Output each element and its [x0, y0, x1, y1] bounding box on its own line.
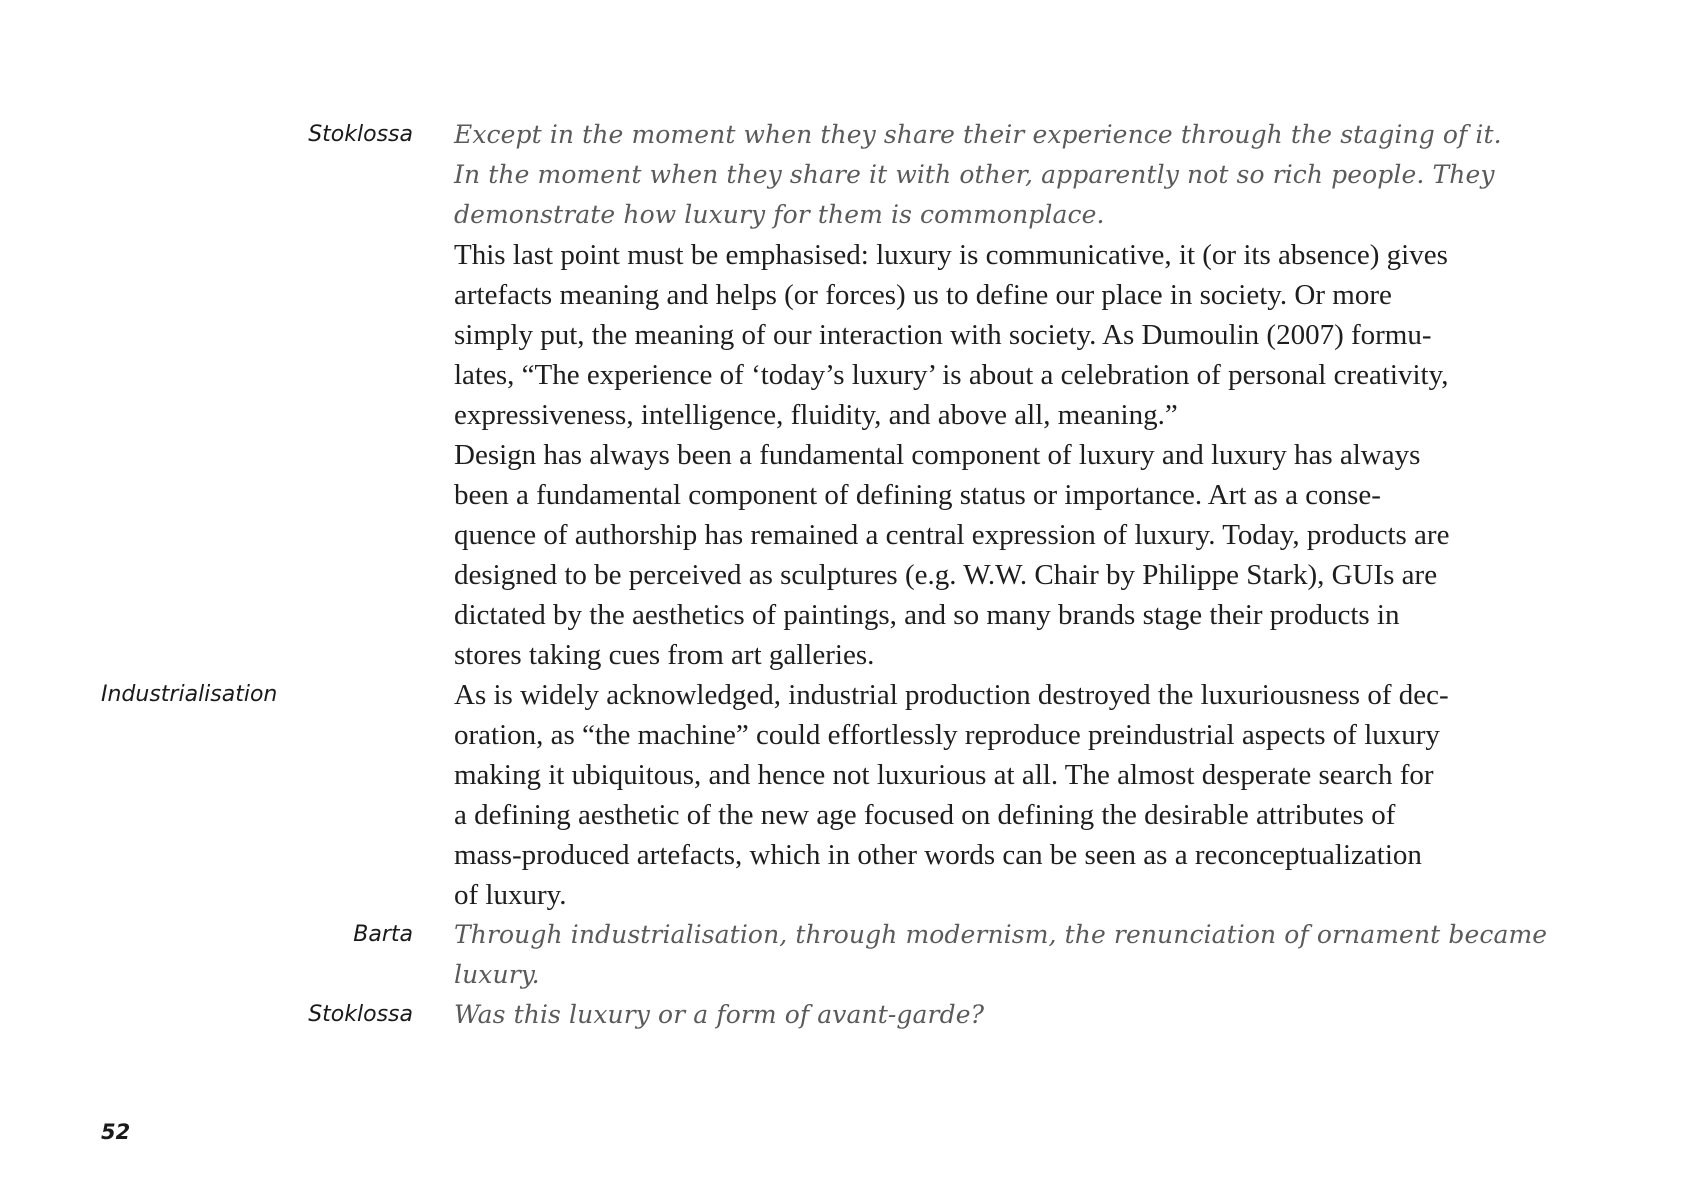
- quote-line: Except in the moment when they share their experience through the staging of it.: [454, 120, 1502, 149]
- body-line: dictated by the aesthetics of paintings, and so many brands stage their products in: [454, 599, 1400, 631]
- quote-line: Through industrialisation, through modernism, the renunciation of ornament became: [454, 920, 1548, 949]
- body-line: quence of authorship has remained a central expression of luxury. Today, products are: [454, 519, 1450, 551]
- quote-line: luxury.: [454, 960, 540, 989]
- body-line: stores taking cues from art galleries.: [454, 639, 875, 671]
- section-side-heading: Industrialisation: [101, 682, 278, 707]
- body-line: This last point must be emphasised: luxury is communicative, it (or its absence) gives: [454, 239, 1448, 271]
- body-line: mass-produced artefacts, which in other words can be seen as a reconceptualization: [454, 839, 1422, 871]
- speaker-label-barta: Barta: [353, 922, 413, 947]
- body-line: simply put, the meaning of our interaction with society. As Dumoulin (2007) formu-: [454, 319, 1432, 351]
- speaker-label-stoklossa: Stoklossa: [308, 1002, 413, 1027]
- body-line: expressiveness, intelligence, fluidity, and above all, meaning.”: [454, 399, 1178, 431]
- body-line: making it ubiquitous, and hence not luxurious at all. The almost desperate search for: [454, 759, 1434, 791]
- quote-line: Was this luxury or a form of avant-garde?: [454, 1000, 985, 1029]
- body-line: Design has always been a fundamental component of luxury and luxury has always: [454, 439, 1421, 471]
- body-line: oration, as “the machine” could effortlessly reproduce preindustrial aspects of luxury: [454, 719, 1440, 751]
- speaker-label-stoklossa: Stoklossa: [308, 122, 413, 147]
- body-line: been a fundamental component of defining status or importance. Art as a conse-: [454, 479, 1381, 511]
- page-number: 52: [101, 1120, 131, 1144]
- body-line: designed to be perceived as sculptures (e.g. W.W. Chair by Philippe Stark), GUIs are: [454, 559, 1438, 591]
- body-line: artefacts meaning and helps (or forces) us to define our place in society. Or more: [454, 279, 1392, 311]
- body-line: As is widely acknowledged, industrial production destroyed the luxuriousness of dec-: [454, 679, 1449, 711]
- body-line: a defining aesthetic of the new age focused on defining the desirable attributes of: [454, 799, 1396, 831]
- quote-line: demonstrate how luxury for them is commonplace.: [454, 200, 1105, 229]
- body-line: lates, “The experience of ‘today’s luxury’ is about a celebration of personal creativity,: [454, 359, 1449, 391]
- quote-line: In the moment when they share it with other, apparently not so rich people. They: [454, 160, 1495, 189]
- body-line: of luxury.: [454, 879, 567, 911]
